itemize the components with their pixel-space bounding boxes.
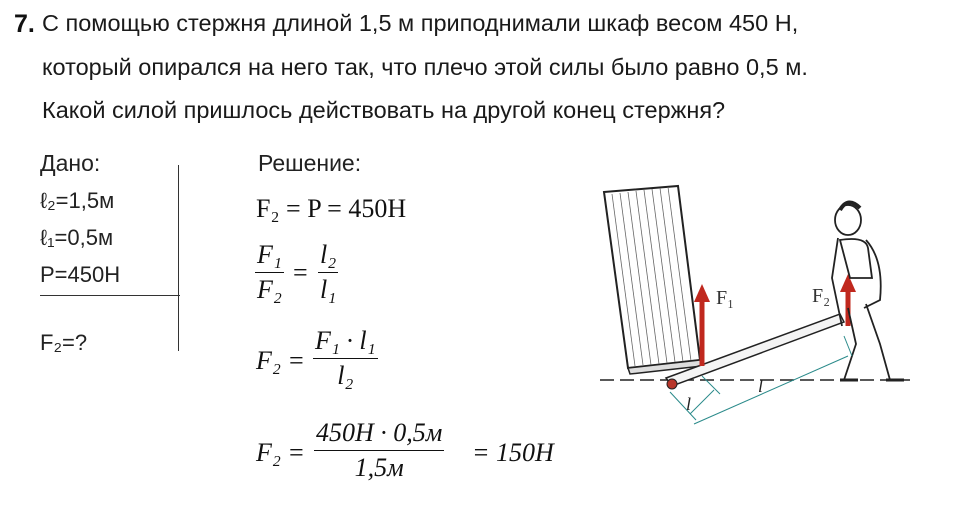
- given-p: P=450Н: [40, 262, 121, 287]
- formula-lhs: F₂ =: [256, 346, 305, 375]
- given-l1: ℓ₁=0,5м: [40, 225, 114, 250]
- given-l2: ℓ₂=1,5м: [40, 188, 115, 213]
- ratio-right-fraction: [318, 240, 338, 305]
- formula-den: l₂: [337, 361, 354, 390]
- formula-num: F₁ · l₁: [315, 326, 376, 355]
- cabinet-image: [604, 186, 702, 374]
- ratio-equals: =: [293, 258, 308, 287]
- f2-label: F₂: [812, 285, 831, 307]
- ratio-left-den: F₂: [257, 275, 282, 304]
- solution-eq1: F₂ = P = 450Н: [256, 194, 407, 223]
- ratio-left-num: F₁: [257, 240, 282, 269]
- result-fraction: [314, 418, 444, 483]
- ratio-right-den: l₁: [320, 275, 337, 304]
- problem-text-line-1: С помощью стержня длиной 1,5 м приподнимали шкаф весом 450 Н,: [42, 10, 799, 36]
- problem-text-line-2: который опирался на него так, что плечо этой силы было равно 0,5 м.: [42, 54, 808, 80]
- problem-number: 7.: [14, 10, 35, 38]
- result-den: 1,5м: [354, 453, 404, 482]
- given-divider: [178, 165, 179, 351]
- given-heading: Дано:: [40, 150, 101, 176]
- formula-fraction: [313, 326, 378, 391]
- result-rhs: = 150Н: [472, 438, 554, 467]
- f1-label: F₁: [716, 287, 735, 309]
- pivot-wheel: [667, 379, 677, 389]
- ratio-left-fraction: [255, 240, 284, 305]
- solution-heading: Решение:: [258, 150, 362, 176]
- result-lhs: F₂ =: [256, 438, 305, 467]
- l1-dimension-label: l: [686, 394, 692, 414]
- ratio-right-num: l₂: [320, 240, 337, 269]
- l2-dimension-label: l: [758, 376, 764, 396]
- result-num: 450Н · 0,5м: [316, 418, 443, 447]
- problem-text-line-3: Какой силой пришлось действовать на другой конец стержня?: [42, 97, 726, 123]
- given-underline: [40, 295, 180, 296]
- lever-illustration: [590, 180, 920, 440]
- f1-arrow-head: [694, 284, 710, 302]
- given-find: F₂=?: [40, 330, 88, 355]
